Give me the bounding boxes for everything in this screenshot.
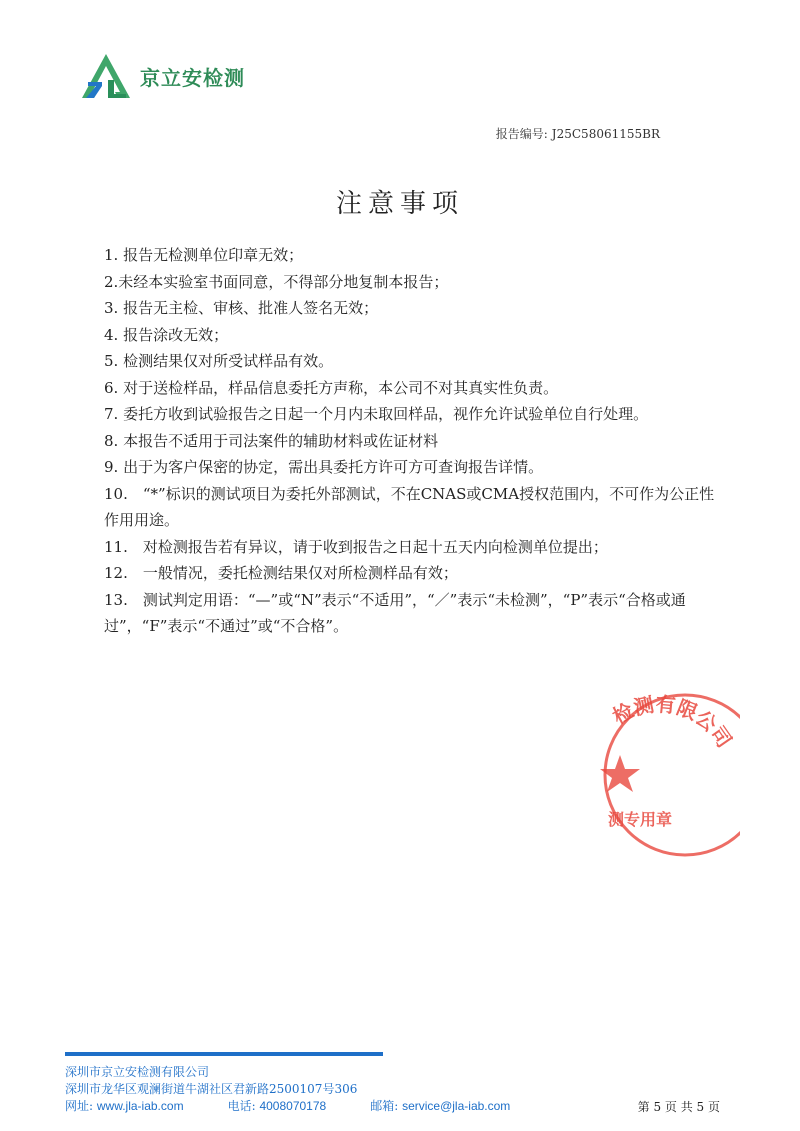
- logo-mark-icon: [80, 52, 132, 100]
- note-item: 6. 对于送检样品，样品信息委托方声称，本公司不对其真实性负责。: [104, 378, 559, 397]
- note-item: 8. 本报告不适用于司法案件的辅助材料或佐证材料: [104, 431, 439, 450]
- footer-divider: [65, 1052, 383, 1056]
- note-item: 4. 报告涂改无效；: [104, 325, 229, 344]
- seal-text: 检测有限公司: [608, 691, 737, 752]
- company-seal-stamp: [590, 685, 740, 865]
- footer-address: 深圳市龙华区观澜街道牛湖社区君新路2500107号306: [65, 1082, 358, 1096]
- note-item: 7. 委托方收到试验报告之日起一个月内未取回样品，视作允许试验单位自行处理。: [104, 405, 649, 423]
- logo-text: 京立安检测: [140, 65, 245, 90]
- note-item: 1. 报告无检测单位印章无效；: [104, 246, 304, 264]
- notes-list: [104, 242, 716, 640]
- note-item: 2.未经本实验室书面同意，不得部分地复制本报告；: [104, 272, 449, 291]
- page-number: 第 5 页 共 5 页: [637, 1100, 720, 1114]
- footer-email-link[interactable]: service@jla-iab.com: [402, 1099, 511, 1113]
- footer: [65, 1064, 510, 1115]
- note-item: 10. “*”标识的测试项目为委托外部测试，不在CNAS或CMA授权范围内，不可作为公正性作用用途。: [104, 484, 715, 529]
- company-logo: [80, 52, 245, 100]
- note-item: 11. 对检测报告若有异议，请于收到报告之日起十五天内向检测单位提出；: [104, 537, 608, 556]
- footer-phone-label: 电话:: [227, 1099, 256, 1113]
- footer-email-label: 邮箱:: [370, 1099, 399, 1113]
- footer-contacts: [65, 1098, 510, 1115]
- footer-phone: 4008070178: [259, 1099, 327, 1113]
- footer-web-label: 网址:: [65, 1099, 94, 1113]
- note-item: 3. 报告无主检、审核、批准人签名无效；: [104, 299, 379, 317]
- note-item: 13. 测试判定用语：“—”或“N”表示“不适用”，“／”表示“未检测”，“P”表示“合格或通过”，“F”表示“不通过”或“不合格”。: [104, 590, 686, 635]
- seal-bottom-text: 测专用章: [608, 810, 673, 829]
- note-item: 12. 一般情况，委托检测结果仅对所检测样品有效；: [104, 564, 458, 582]
- footer-web-link[interactable]: www.jla-iab.com: [96, 1099, 184, 1113]
- note-item: 5. 检测结果仅对所受试样品有效。: [104, 352, 334, 370]
- page-title: 注意事项: [335, 189, 464, 219]
- note-item: 9. 出于为客户保密的协定，需出具委托方许可方可查询报告详情。: [104, 458, 544, 476]
- footer-company: 深圳市京立安检测有限公司: [65, 1065, 210, 1079]
- report-number-value: J25C58061155BR: [551, 127, 660, 141]
- report-number-label: 报告编号:: [495, 127, 548, 141]
- report-number: [496, 125, 660, 142]
